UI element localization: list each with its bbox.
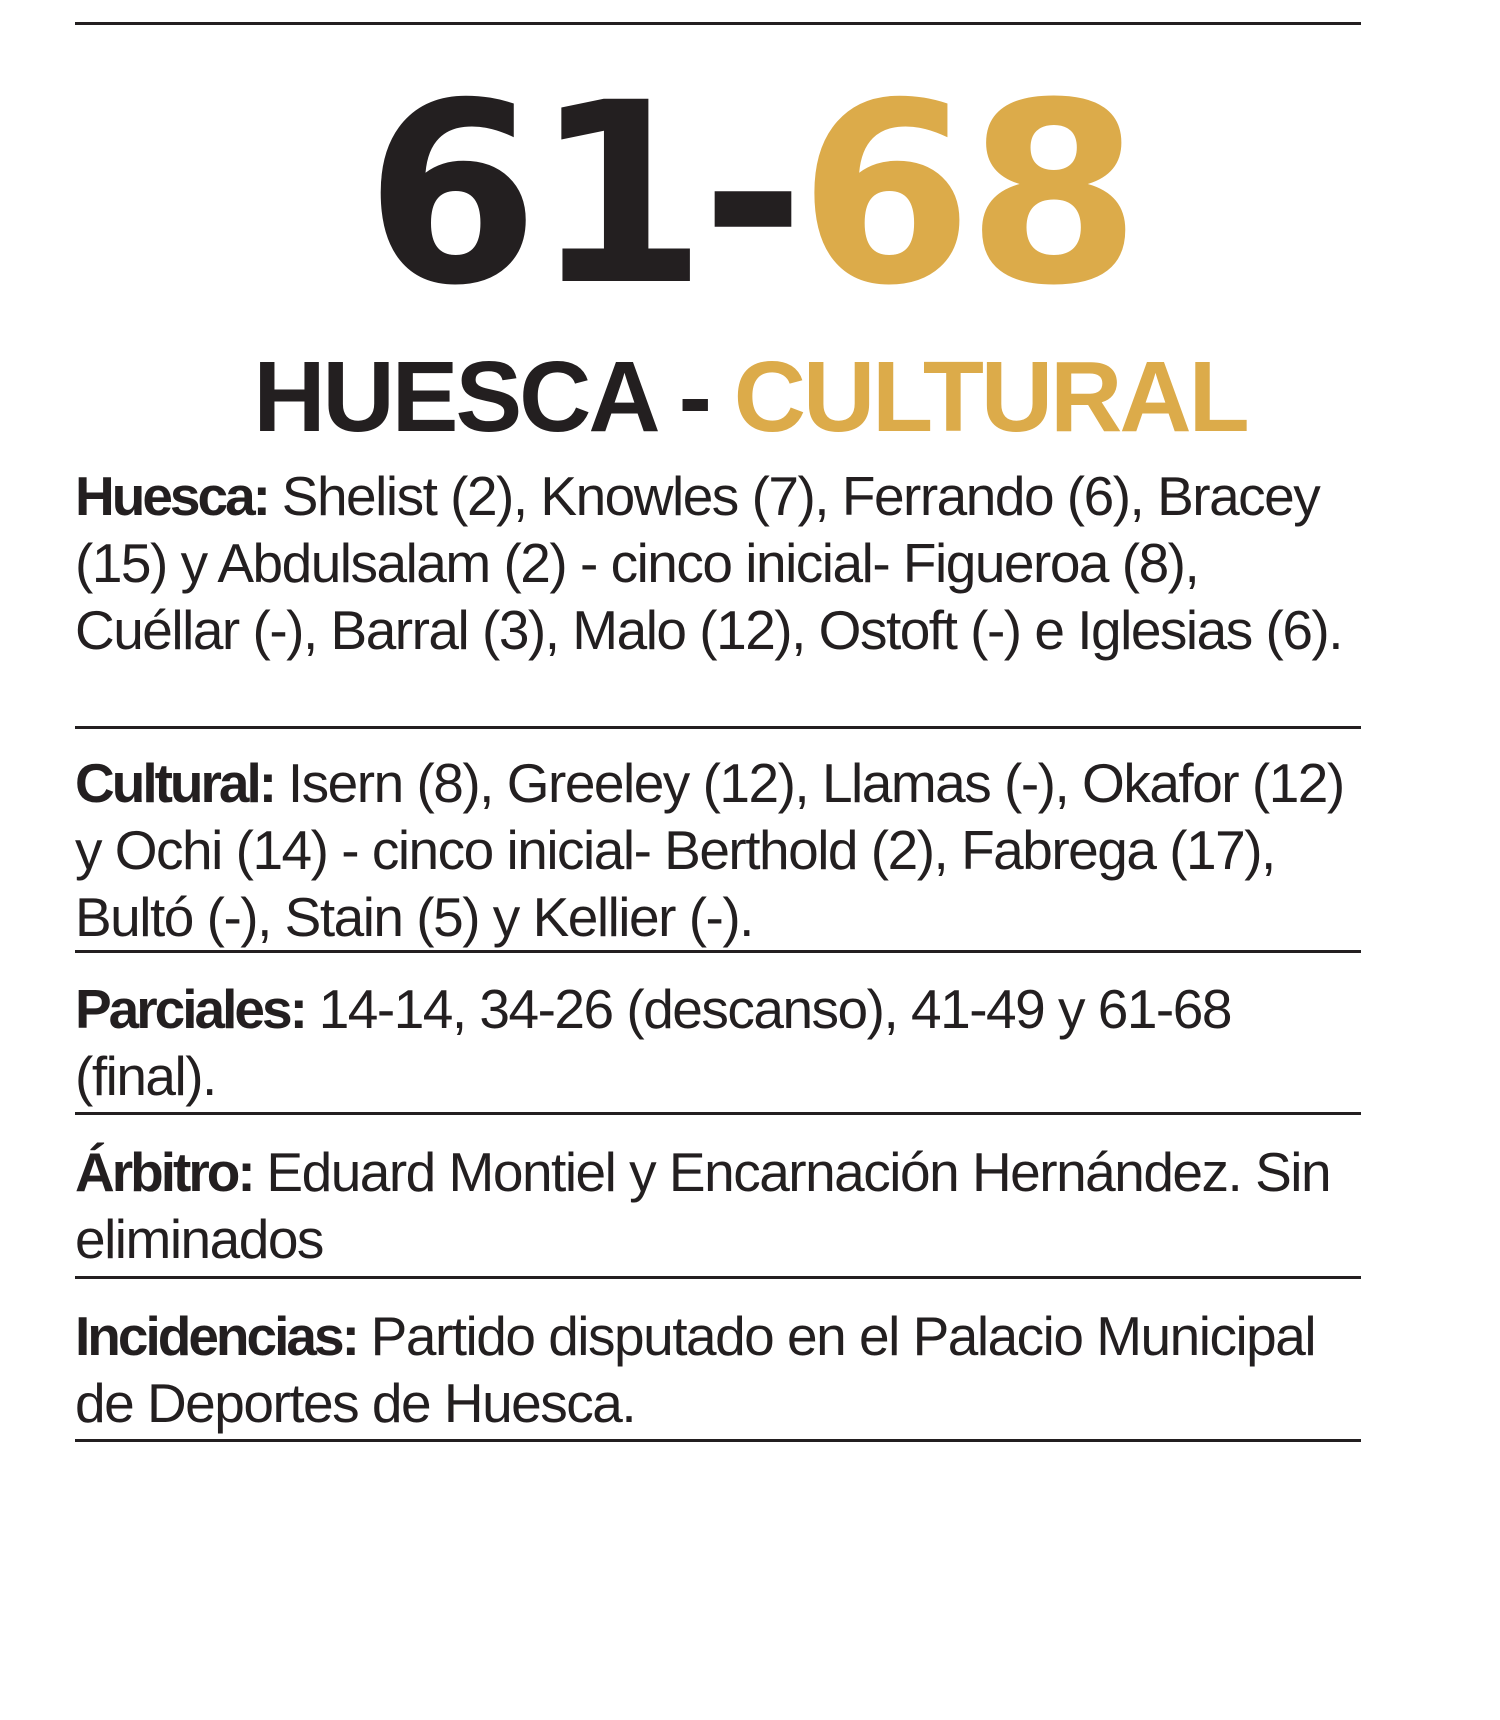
- bottom-divider: [75, 1439, 1361, 1442]
- entry-label: Parciales:: [75, 978, 305, 1040]
- cultural-lineup: [75, 750, 1361, 951]
- away-score: 68: [798, 49, 1135, 340]
- home-score: 61: [365, 49, 702, 340]
- section-divider: [75, 1112, 1361, 1115]
- score-separator: -: [701, 49, 799, 340]
- final-score: [0, 49, 1500, 340]
- referees: [75, 1139, 1361, 1273]
- away-team-name: CULTURAL: [733, 341, 1247, 453]
- section-divider: [75, 950, 1361, 953]
- entry-label: Árbitro:: [75, 1141, 253, 1203]
- section-divider: [75, 726, 1361, 729]
- incidents: [75, 1303, 1361, 1437]
- home-team-name: HUESCA: [253, 341, 654, 453]
- entry-text: 14-14, 34-26 (descanso), 41-49 y 61-68 (final).: [75, 978, 1231, 1107]
- entry-text: Isern (8), Greeley (12), Llamas (-), Okafor (12) y Ochi (14) - cinco inicial- Berthold (2), Fabrega (17), Bultó (-), Stain (5) y Kellier (-).: [75, 752, 1344, 948]
- team-separator: -: [653, 341, 734, 453]
- partial-scores: [75, 976, 1361, 1110]
- entry-text: Shelist (2), Knowles (7), Ferrando (6), Bracey (15) y Abdulsalam (2) - cinco inicial- Figueroa (8), Cuéllar (-), Barral (3), Malo (12), Ostoft (-) e Iglesias (6).: [75, 465, 1343, 661]
- entry-label: Incidencias:: [75, 1305, 357, 1367]
- section-divider: [75, 1276, 1361, 1279]
- entry-text: Eduard Montiel y Encarnación Hernández. Sin eliminados: [75, 1141, 1331, 1270]
- entry-text: Partido disputado en el Palacio Municipal de Deportes de Huesca.: [75, 1305, 1316, 1434]
- top-divider: [75, 22, 1361, 25]
- entry-label: Cultural:: [75, 752, 275, 814]
- team-names: [0, 342, 1500, 452]
- entry-label: Huesca:: [75, 465, 268, 527]
- huesca-lineup: [75, 463, 1361, 664]
